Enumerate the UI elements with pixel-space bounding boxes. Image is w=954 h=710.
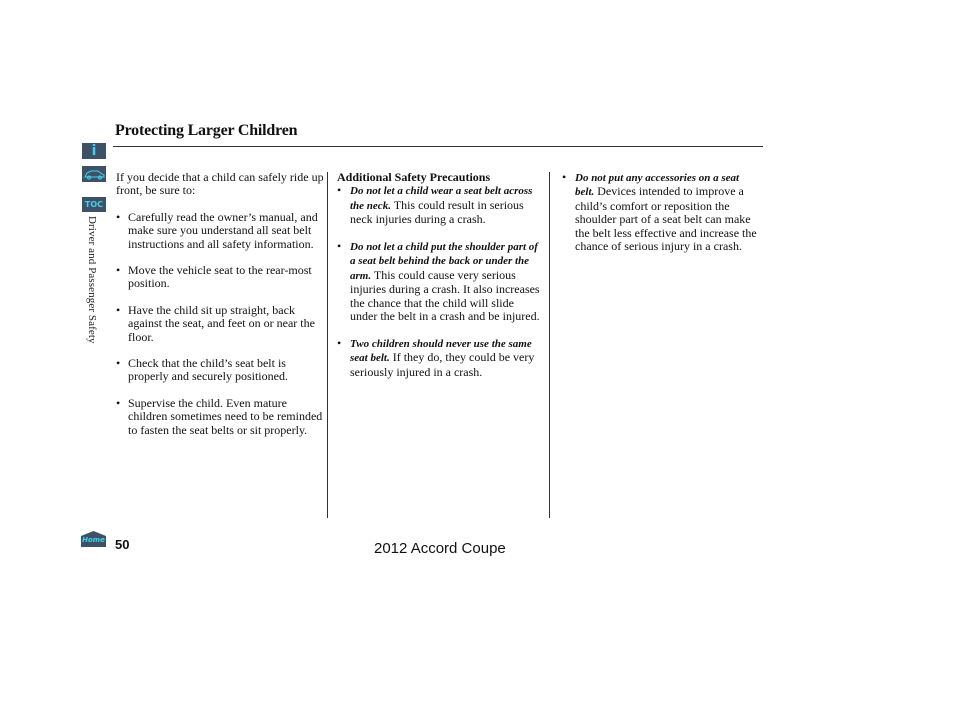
list-item: • Do not let a child put the shoulder part of a seat belt behind the back or under the arm. This could cause very serious injuries during a crash. It also increases the chance that the child will slide under the belt in a crash and be injured. bbox=[337, 239, 540, 324]
column-divider bbox=[549, 172, 550, 518]
list-item: • Move the vehicle seat to the rear-most position. bbox=[116, 263, 312, 291]
list-item: • Have the child sit up straight, back against the seat, and feet on or near the floor. bbox=[116, 302, 315, 344]
list-item-text: Carefully read the owner’s manual, and make sure you understand all seat belt instructions and all safety information. bbox=[128, 209, 318, 251]
list-item: • Do not let a child wear a seat belt across the neck. This could result in serious neck injuries during a crash. bbox=[337, 183, 533, 227]
manual-title: 2012 Accord Coupe bbox=[374, 540, 506, 557]
toc-button[interactable] bbox=[82, 197, 106, 212]
column-divider bbox=[327, 172, 328, 518]
list-item-text: Devices intended to improve a child’s comfort or reposition the shoulder part of a seat belt can make the belt less effective and increase the chance of serious injury in a crash. bbox=[575, 184, 757, 254]
list-item-text: If they do, they could be very seriously injured in a crash. bbox=[350, 350, 535, 379]
list-item-text: This could result in serious neck injuries during a crash. bbox=[350, 197, 524, 227]
list-item-text: Supervise the child. Even mature children sometimes need to be reminded to fasten the seat belts or sit properly. bbox=[128, 395, 323, 437]
warning-emphasis: Do not put any accessories on a seat belt. bbox=[575, 172, 740, 199]
list-item-text: Check that the child’s seat belt is properly and securely positioned. bbox=[128, 356, 288, 384]
warning-emphasis: Do not let a child put the shoulder part of a seat belt behind the back or under the arm. bbox=[350, 241, 538, 282]
list-item: • Do not put any accessories on a seat belt. Devices intended to improve a child’s comfort or reposition the shoulder part of a seat belt can make the belt less effective and increase the chance of serious injury in a crash. bbox=[562, 170, 757, 254]
list-item: • Carefully read the owner’s manual, and make sure you understand all seat belt instructions and all safety information. bbox=[116, 209, 318, 251]
intro-text: If you decide that a child can safely ride up front, be sure to: bbox=[116, 170, 324, 198]
column-left bbox=[116, 171, 324, 450]
info-button[interactable] bbox=[82, 143, 106, 159]
column-middle bbox=[337, 171, 544, 392]
warning-emphasis: Two children should never use the same seat belt. bbox=[350, 337, 532, 365]
section-side-label: Driver and Passenger Safety bbox=[86, 216, 98, 344]
list-item: • Supervise the child. Even mature children sometimes need to be reminded to fasten the seat belts or sit properly. bbox=[116, 395, 323, 437]
list-item: • Two children should never use the same seat belt. If they do, they could be very seriously injured in a crash. bbox=[337, 335, 535, 379]
page-number: 50 bbox=[115, 537, 130, 552]
car-icon bbox=[82, 166, 106, 182]
list-item-text: This could cause very serious injuries during a crash. It also increases the chance that the child will slide under the belt in a crash and be injured. bbox=[350, 267, 540, 324]
home-label: Home bbox=[82, 536, 105, 544]
list-item: • Check that the child’s seat belt is properly and securely positioned. bbox=[116, 356, 288, 384]
info-icon: i bbox=[91, 143, 97, 159]
subsection-heading: Additional Safety Precautions bbox=[337, 170, 491, 184]
list-item-text: Move the vehicle seat to the rear-most position. bbox=[128, 263, 312, 291]
page-title: Protecting Larger Children bbox=[115, 122, 298, 139]
vehicle-index-button[interactable] bbox=[82, 166, 106, 182]
list-item-text: Have the child sit up straight, back against the seat, and feet on or near the floor. bbox=[128, 302, 315, 344]
warning-emphasis: Do not let a child wear a seat belt across the neck. bbox=[350, 185, 533, 212]
title-rule bbox=[113, 146, 763, 147]
column-right bbox=[562, 171, 758, 267]
toc-label: TOC bbox=[84, 200, 104, 209]
